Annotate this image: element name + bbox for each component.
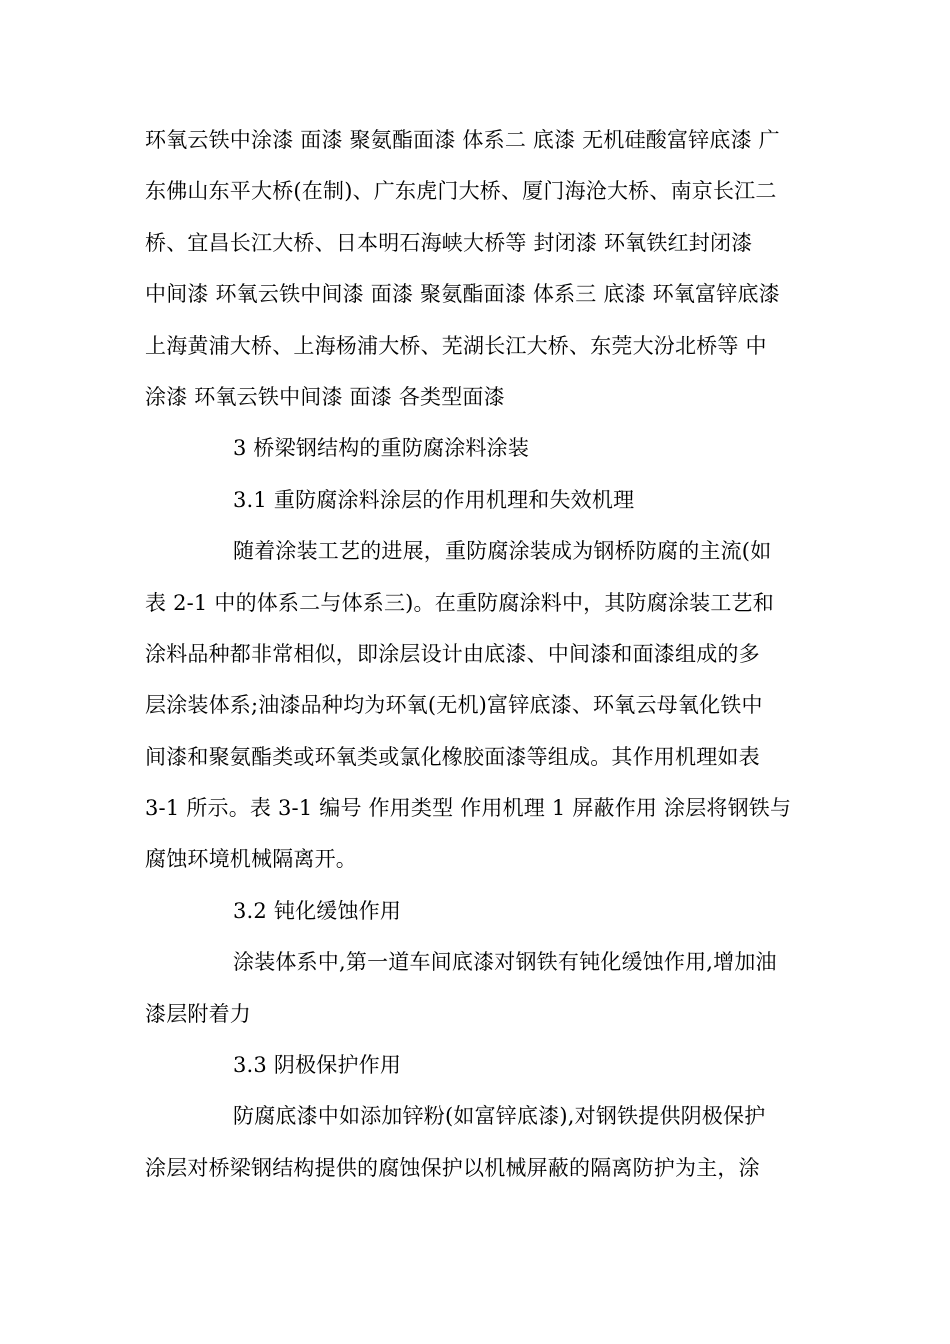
subsection-heading: 3.3 阴极保护作用 — [233, 1053, 402, 1078]
text-line: 涂料品种都非常相似，即涂层设计由底漆、中间漆和面漆组成的多 — [145, 641, 760, 666]
text-line: 漆层附着力 — [145, 1001, 251, 1026]
text-line: 东佛山东平大桥(在制)、广东虎门大桥、厦门海沧大桥、南京长江二 — [145, 179, 777, 204]
text-line: 层涂装体系;油漆品种均为环氧(无机)富锌底漆、环氧云母氧化铁中 — [145, 693, 763, 718]
text-line: 桥、宜昌长江大桥、日本明石海峡大桥等 封闭漆 环氧铁红封闭漆 — [145, 230, 753, 255]
paragraph-first-line: 涂装体系中,第一道车间底漆对钢铁有钝化缓蚀作用,增加油 — [233, 950, 777, 975]
section-heading: 3 桥梁钢结构的重防腐涂料涂装 — [233, 436, 530, 461]
document-page — [145, 115, 805, 1194]
text-line: 腐蚀环境机械隔离开。 — [145, 847, 357, 872]
text-line: 涂层对桥梁钢结构提供的腐蚀保护以机械屏蔽的隔离防护为主，涂 — [145, 1155, 760, 1180]
paragraph-first-line: 随着涂装工艺的进展，重防腐涂装成为钢桥防腐的主流(如 — [233, 539, 772, 564]
text-line: 中间漆 环氧云铁中间漆 面漆 聚氨酯面漆 体系三 底漆 环氧富锌底漆 — [145, 282, 780, 307]
text-line: 间漆和聚氨酯类或环氧类或氯化橡胶面漆等组成。其作用机理如表 — [145, 744, 760, 769]
text-line: 环氧云铁中涂漆 面漆 聚氨酯面漆 体系二 底漆 无机硅酸富锌底漆 广 — [145, 128, 780, 152]
text-line: 上海黄浦大桥、上海杨浦大桥、芜湖长江大桥、东莞大汾北桥等 中 — [145, 333, 767, 358]
subsection-heading: 3.2 钝化缓蚀作用 — [233, 898, 402, 923]
text-line: 涂漆 环氧云铁中间漆 面漆 各类型面漆 — [145, 384, 505, 409]
paragraph-first-line: 防腐底漆中如添加锌粉(如富锌底漆),对钢铁提供阴极保护 — [233, 1104, 766, 1129]
text-line: 表 2-1 中的体系二与体系三)。在重防腐涂料中，其防腐涂装工艺和 — [145, 590, 774, 615]
text-line: 3-1 所示。表 3-1 编号 作用类型 作用机理 1 屏蔽作用 涂层将钢铁与 — [145, 796, 792, 821]
subsection-heading: 3.1 重防腐涂料涂层的作用机理和失效机理 — [233, 487, 635, 512]
